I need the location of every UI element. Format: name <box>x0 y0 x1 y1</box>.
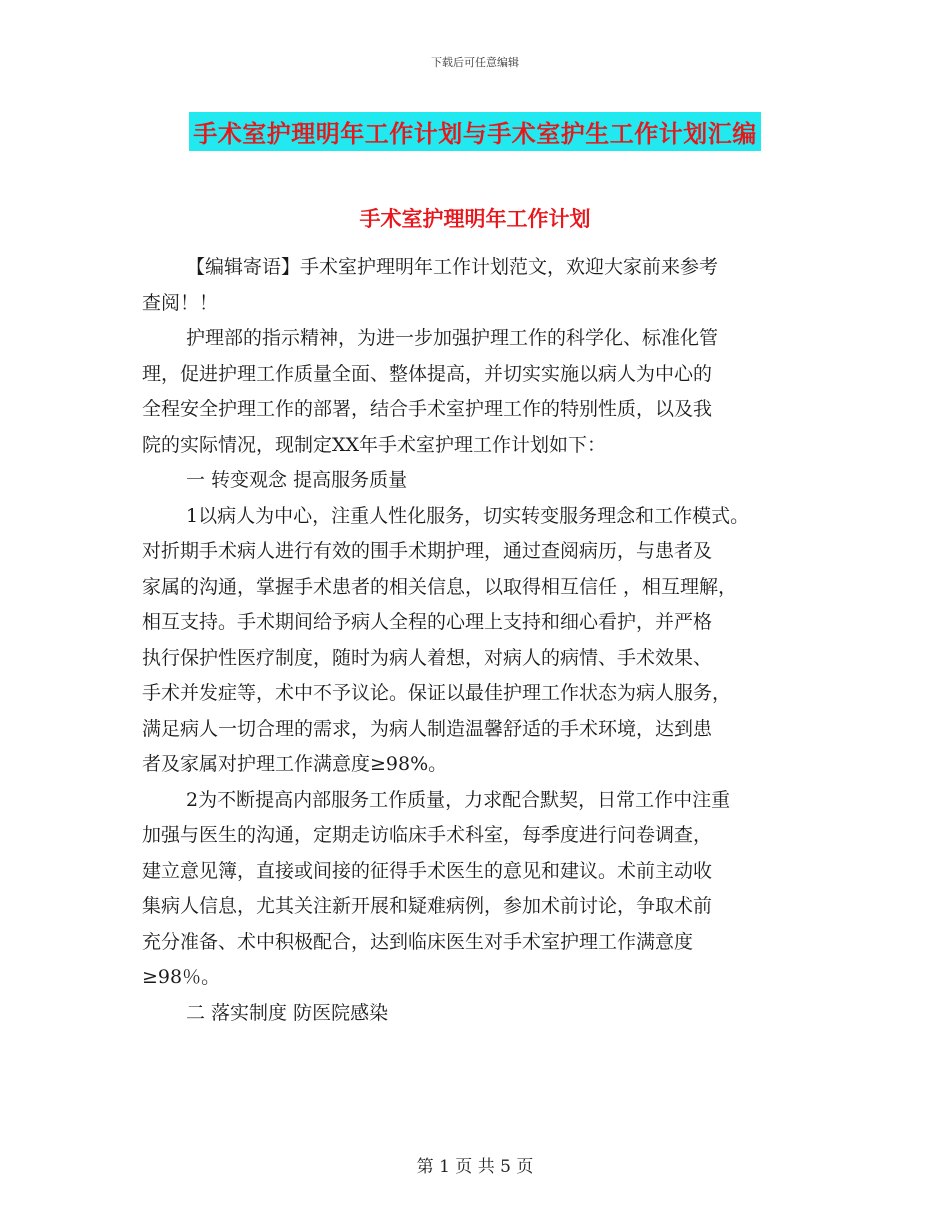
body-line: ≥98％。 <box>142 966 221 988</box>
body-line: 1以病人为中心，注重人性化服务，切实转变服务理念和工作模式。 <box>186 504 750 527</box>
section-title: 手术室护理明年工作计划 <box>359 206 591 231</box>
body-line: 查阅！！ <box>142 291 219 314</box>
body-line: 充分准备、术中积极配合，达到临床医生对手术室护理工作满意度 <box>142 930 694 953</box>
body-line: 建立意见簿，直接或间接的征得手术医生的意见和建议。术前主动收 <box>142 859 713 882</box>
body-line: 集病人信息，尤其关注新开展和疑难病例，参加术前讨论，争取术前 <box>142 895 713 917</box>
body-line: 一 转变观念 提高服务质量 <box>186 469 408 491</box>
body-line: 执行保护性医疗制度，随时为病人着想，对病人的病情、手术效果、 <box>142 646 713 669</box>
body-line: 二 落实制度 防医院感染 <box>186 1001 389 1024</box>
header-note: 下载后可任意编辑 <box>431 56 519 69</box>
body-line: 者及家属对护理工作满意度≥98%。 <box>142 753 448 775</box>
body-line: 【编辑寄语】手术室护理明年工作计划范文，欢迎大家前来参考 <box>186 256 719 278</box>
body-line: 加强与医生的沟通，定期走访临床手术科室，每季度进行问卷调查， <box>142 824 713 846</box>
document-body <box>142 250 822 1031</box>
body-line: 护理部的指示精神，为进一步加强护理工作的科学化、标准化管 <box>186 327 719 349</box>
body-line: 理，促进护理工作质量全面、整体提高，并切实实施以病人为中心的 <box>142 362 713 385</box>
body-line: 院的实际情况，现制定XX年手术室护理工作计划如下： <box>142 433 607 456</box>
page-footer: 第 1 页 共 5 页 <box>416 1157 534 1177</box>
body-line: 相互支持。手术期间给予病人全程的心理上支持和细心看护，并严格 <box>142 611 713 633</box>
body-line: 2为不断提高内部服务工作质量，力求配合默契，日常工作中注重 <box>186 788 731 811</box>
document-title-container <box>0 112 950 151</box>
body-line: 手术并发症等，术中不予议论。保证以最佳护理工作状态为病人服务， <box>142 682 732 704</box>
body-line: 全程安全护理工作的部署，结合手术室护理工作的特别性质，以及我 <box>142 398 713 420</box>
body-line: 对折期手术病人进行有效的围手术期护理，通过查阅病历，与患者及 <box>142 540 713 562</box>
document-title: 手术室护理明年工作计划与手术室护生工作计划汇编 <box>189 112 761 151</box>
body-line: 家属的沟通，掌握手术患者的相关信息，以取得相互信任 ，相互理解， <box>142 575 738 598</box>
body-line: 满足病人一切合理的需求，为病人制造温馨舒适的手术环境，达到患 <box>142 717 713 740</box>
